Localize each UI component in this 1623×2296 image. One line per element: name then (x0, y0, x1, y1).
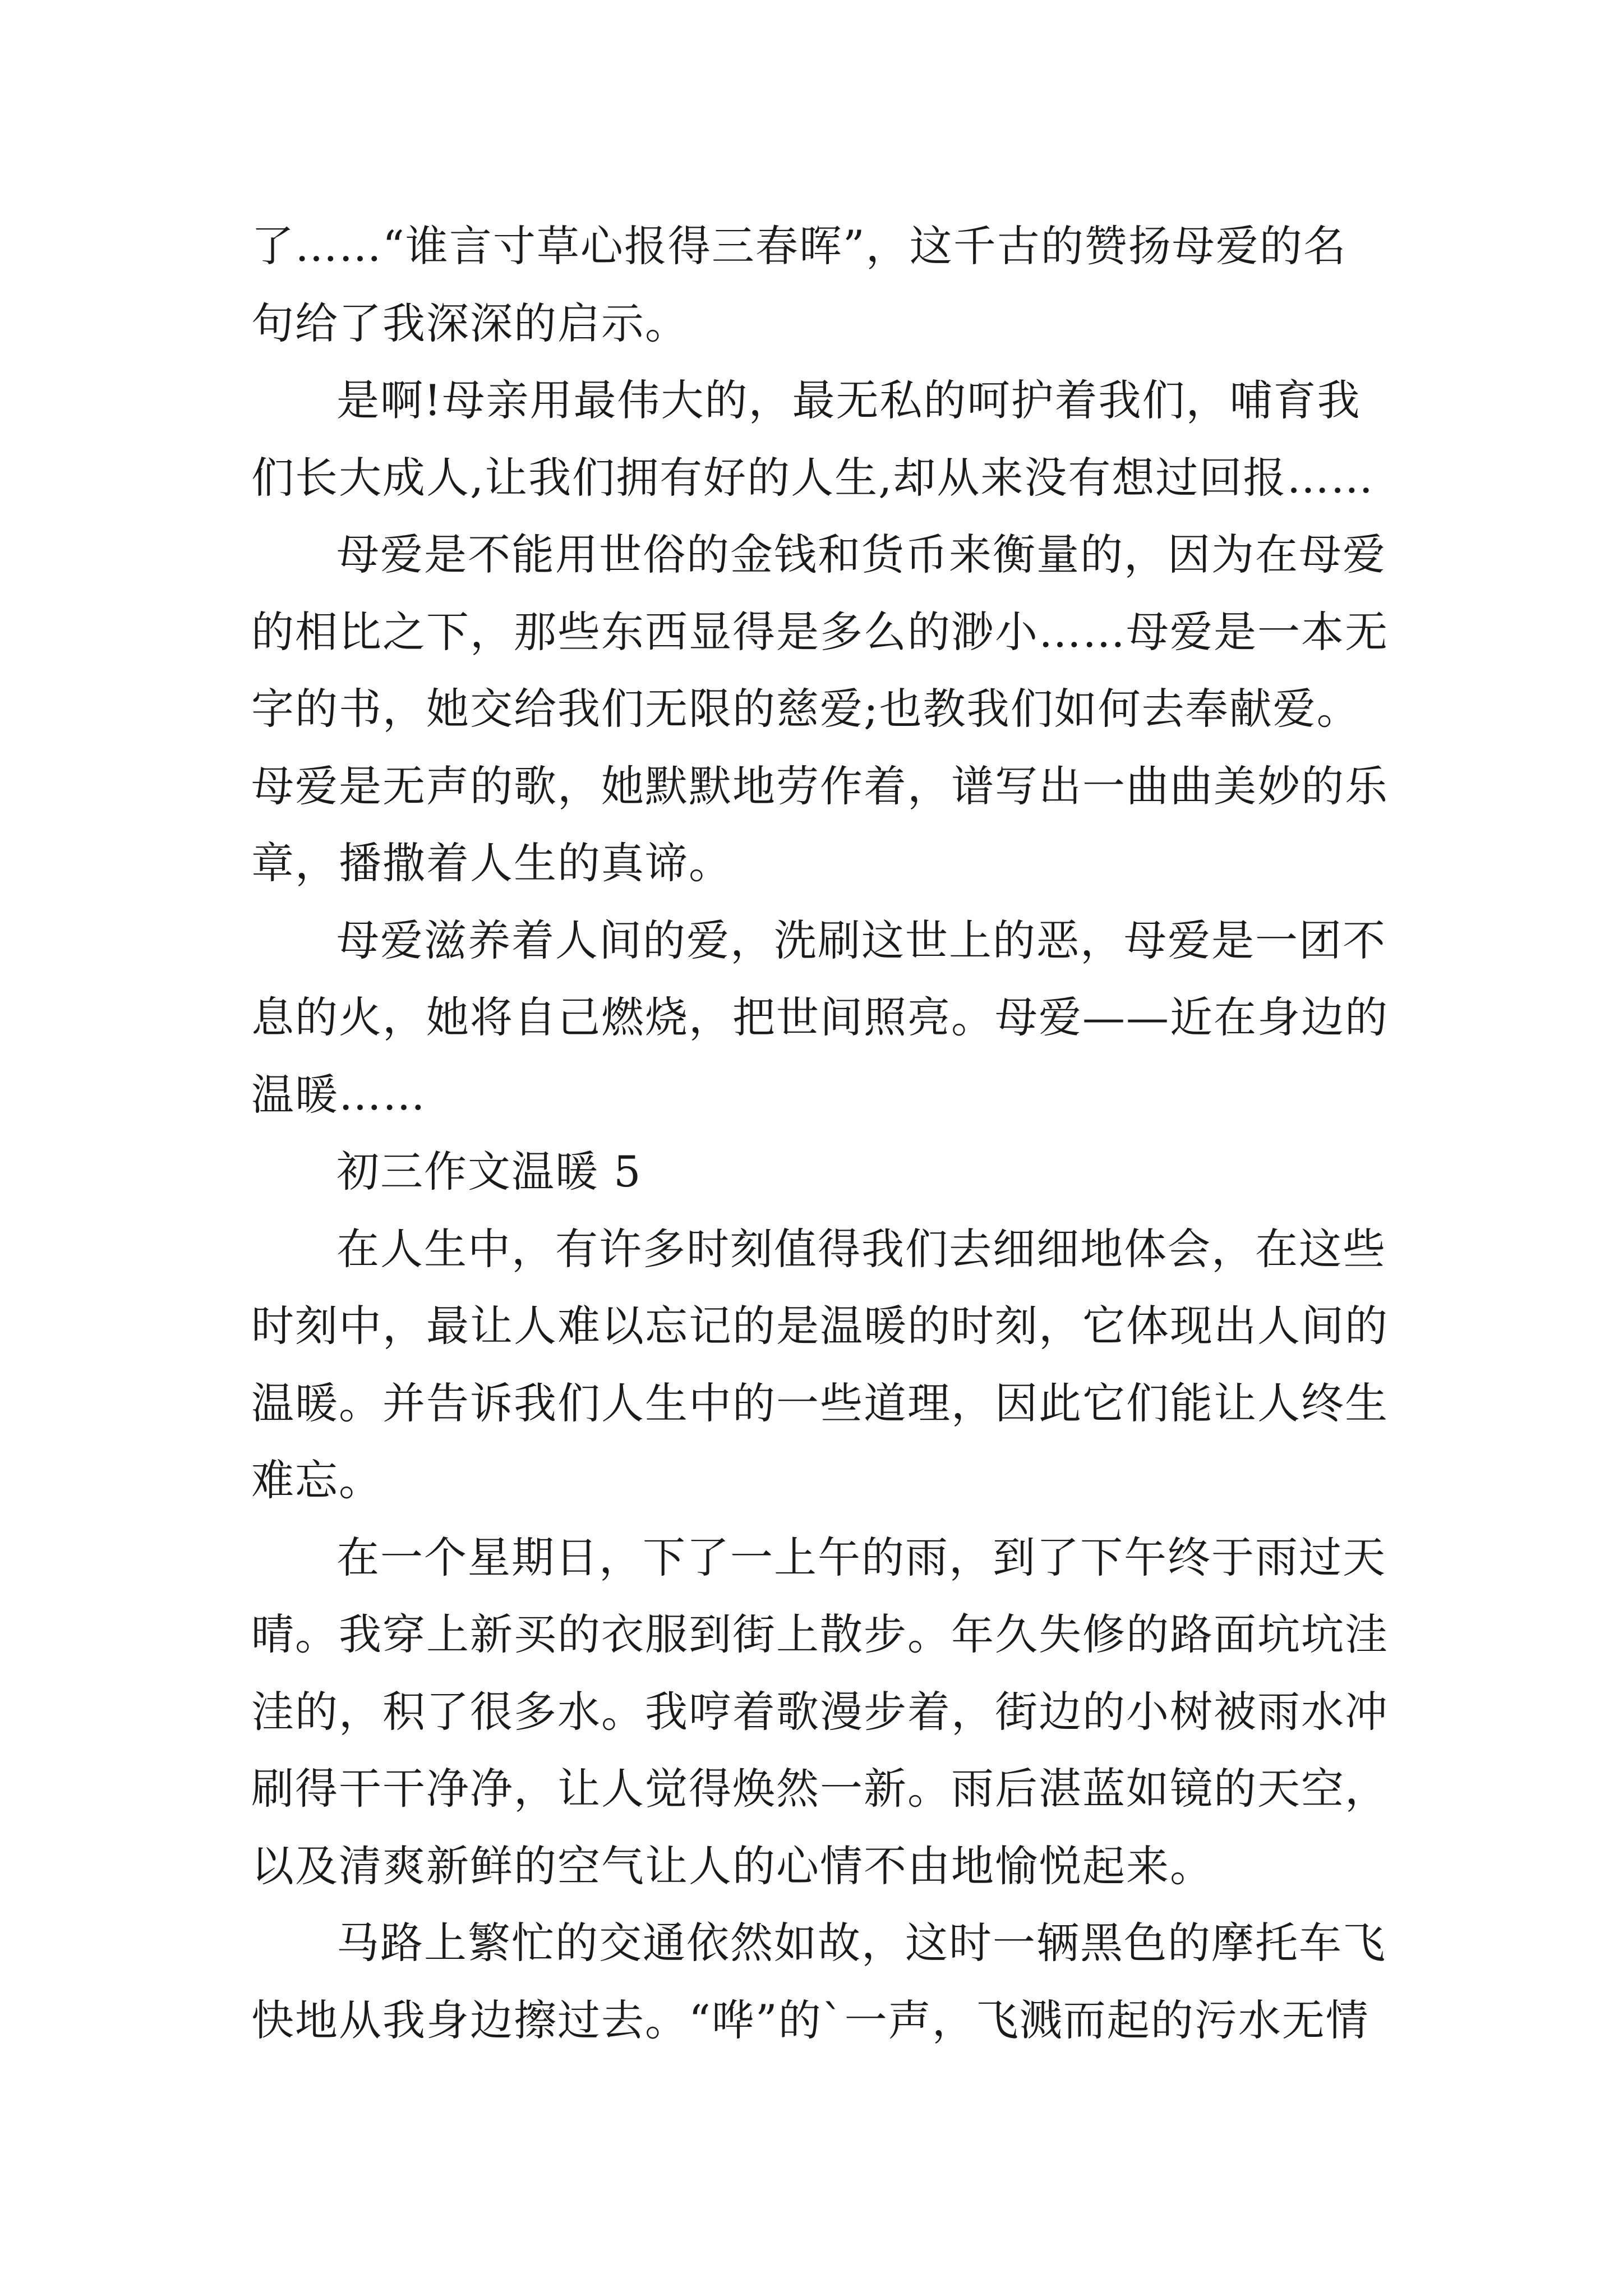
text-line: 晴。我穿上新买的衣服到街上散步。年久失修的路面坑坑洼 (251, 1609, 1389, 1659)
text-line: 温暖…… (251, 1069, 426, 1120)
text-line: 息的火，她将自己燃烧，把世间照亮。母爱——近在身边的 (251, 992, 1389, 1042)
text-line: 字的书，她交给我们无限的慈爱;也教我们如何去奉献爱。 (251, 684, 1361, 734)
text-line: 洼的，积了很多水。我哼着歌漫步着，街边的小树被雨水冲 (251, 1686, 1389, 1737)
paragraph-start-line: 在一个星期日，下了一上午的雨，到了下午终于雨过天 (336, 1532, 1386, 1582)
paragraph-start-line: 母爱是不能用世俗的金钱和货币来衡量的，因为在母爱 (336, 530, 1386, 579)
text-line: 了……“谁言寸草心报得三春晖”，这千古的赞扬母爱的名 (251, 221, 1347, 271)
text-line: 刷得干干净净，让人觉得焕然一新。雨后湛蓝如镜的天空， (251, 1764, 1389, 1814)
text-line: 难忘。 (251, 1455, 382, 1505)
section-heading: 初三作文温暖 5 (336, 1147, 642, 1197)
text-line: 的相比之下，那些东西显得是多么的渺小……母爱是一本无 (251, 606, 1389, 657)
paragraph-start-line: 母爱滋养着人间的爱，洗刷这世上的恶，母爱是一团不 (336, 915, 1386, 965)
body-text (251, 208, 1389, 2059)
text-line: 温暖。并告诉我们人生中的一些道理，因此它们能让人终生 (251, 1378, 1389, 1428)
text-line: 母爱是无声的歌，她默默地劳作着，谱写出一曲曲美妙的乐 (251, 761, 1389, 811)
paragraph-start-line: 在人生中，有许多时刻值得我们去细细地体会，在这些 (336, 1223, 1386, 1274)
paragraph-start-line: 马路上繁忙的交通依然如故，这时一辆黑色的摩托车飞 (336, 1918, 1386, 1968)
text-line: 句给了我深深的启示。 (251, 298, 689, 348)
text-line: 快地从我身边擦过去。“哗”的`一声，飞溅而起的污水无情 (251, 1995, 1370, 2045)
text-line: 时刻中，最让人难以忘记的是温暖的时刻，它体现出人间的 (251, 1301, 1389, 1351)
text-line: 章，播撒着人生的真谛。 (251, 838, 732, 888)
paragraph-start-line: 是啊!母亲用最伟大的，最无私的呵护着我们，哺育我 (336, 375, 1361, 425)
text-line: 们长大成人,让我们拥有好的人生,却从来没有想过回报…… (251, 452, 1375, 503)
text-line: 以及清爽新鲜的空气让人的心情不由地愉悦起来。 (251, 1841, 1214, 1891)
